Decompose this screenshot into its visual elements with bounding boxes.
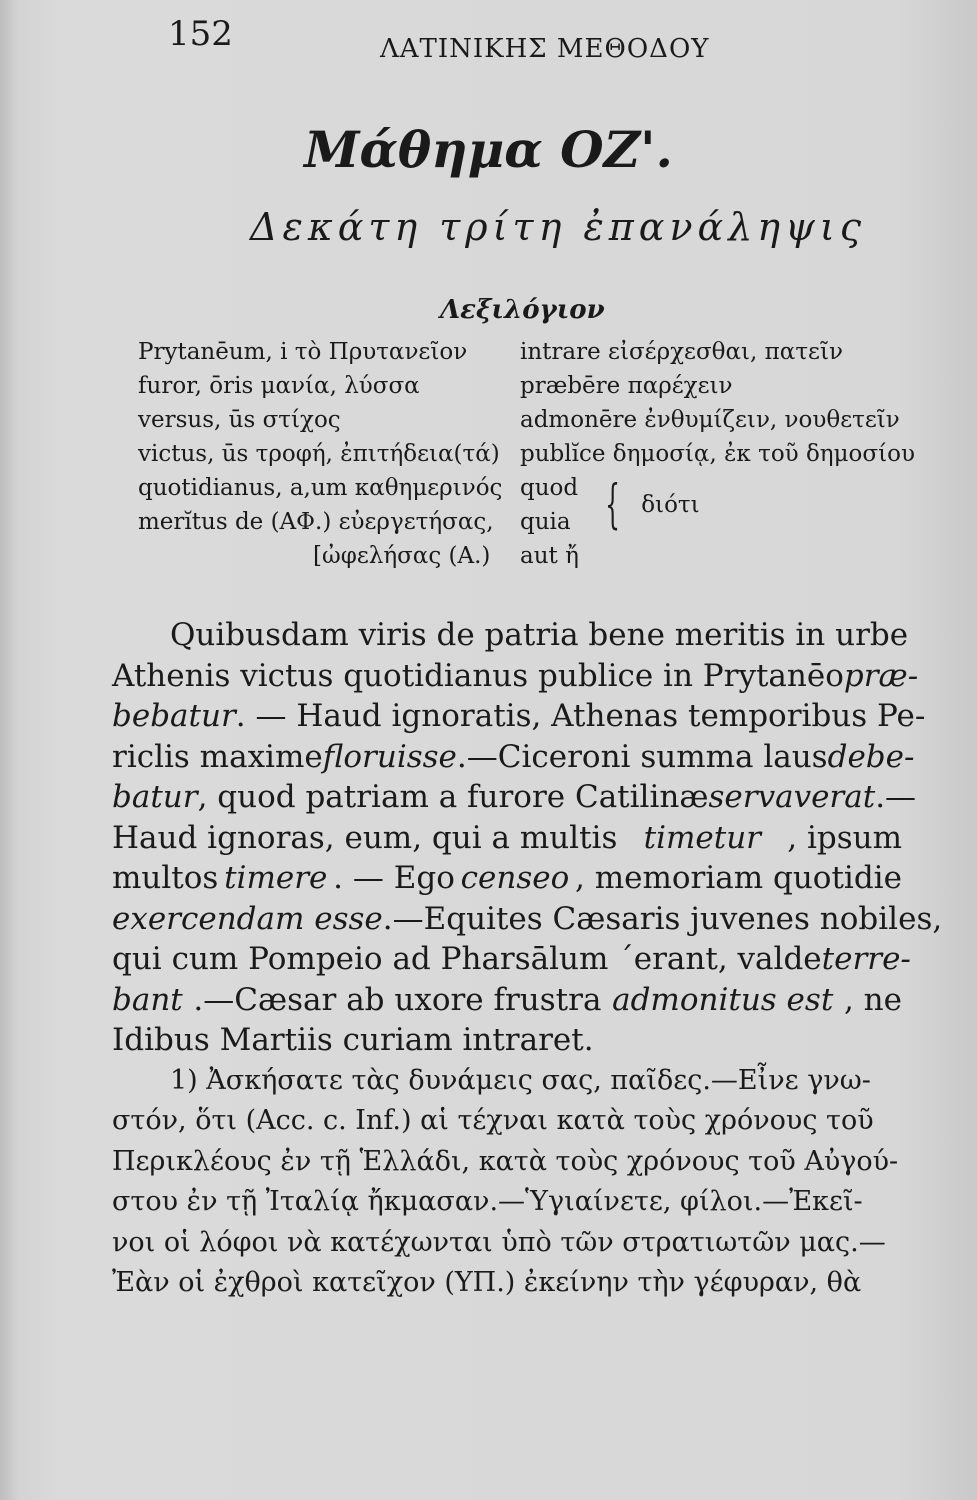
vocabulary-right-column [520,335,920,573]
passage-line: Idibus Martiis curiam intraret. [112,1022,594,1058]
vocab-brace-group [520,471,920,539]
vocabulary-list [0,0,977,620]
vocab-entry: admonēre ἐνθυμίζειν, νουθετεῖν [520,407,900,433]
vocab-entry: quotidianus, a,um καθημερινός [138,475,503,501]
greek-exercise-line: Ἐὰν οἱ ἐχθροὶ κατεῖχον (ΥΠ.) ἐκείνην τὴν γέφυραν, θὰ [112,1267,862,1298]
vocab-entry: Prytanēum, i τὸ Πρυτανεῖον [138,339,468,365]
greek-exercise-line: στου ἐν τῇ Ἰταλίᾳ ἤκμασαν.—Ὑγιαίνετε, φίλοι.—Ἐκεῖ- [112,1186,863,1217]
passage-line: Haud ignoras, eum, qui a multis timetur , ipsum [112,819,902,856]
passage-line: qui cum Pompeio ad Pharsālum ´erant, valde terre- [112,941,911,977]
vocab-entry-continuation: [ὠφελήσας (Α.) [313,543,491,569]
passage-line: Athenis victus quotidianus publice in Prytanēo præ- [112,657,919,694]
vocab-word-quod: quod [520,475,579,501]
greek-exercise-line: νοι οἱ λόφοι νὰ κατέχωνται ὑπὸ τῶν στρατιωτῶν μας.— [112,1226,886,1258]
vocab-entry: præbēre παρέχειν [520,373,733,399]
running-title: ΛΑΤΙΝΙΚΗΣ ΜΕΘΟΔΟΥ [380,34,710,64]
vocab-entry: publĭce δημοσίᾳ, ἐκ τοῦ δημοσίου [520,441,915,467]
brace-glyph: { [605,475,621,535]
vocab-entry: intrare εἰσέρχεσθαι, πατεῖν [520,339,843,365]
vocab-entry: victus, ūs τροφή, ἐπιτήδεια(τά) [138,441,500,467]
passage-line: batur , quod patriam a furore Catilinæ servaverat .— [112,779,917,815]
vocab-entry: furor, ōris μανία, λύσσα [138,373,420,399]
lesson-title: Μάθημα ΟΖ'. [304,120,673,179]
passage-line: exercendam esse .—Equites Cæsaris juvenes nobiles, [112,900,943,937]
greek-exercise-line: στόν, ὅτι (Acc. c. Inf.) αἱ τέχναι κατὰ τοὺς χρόνους τοῦ [112,1105,874,1136]
passage-line: multos timere . — Ego censeo , memoriam quotidie [112,860,902,896]
vocab-entry: aut ἤ [520,543,579,569]
vocabulary-heading: Λεξιλόγιον [440,295,605,325]
passage-line: Quibusdam viris de patria bene meritis in urbe [170,617,909,653]
page-number: 152 [168,14,233,54]
vocab-word-quia: quia [520,509,571,535]
passage-line: bebatur . — Haud ignoratis, Athenas temporibus Pe- [112,698,926,734]
exercise-text [112,615,943,1304]
vocabulary-left-column [138,335,518,573]
passage-line: riclis maxime floruisse .—Ciceroni summa laus debe- [112,738,915,775]
passage-line: bant .—Cæsar ab uxore frustra admonitus est , ne [112,981,902,1018]
lesson-subtitle: Δεκάτη τρίτη ἐπανάληψις [250,205,867,249]
vocab-brace-gloss: διότι [641,492,700,518]
greek-exercise-line: 1) Ἀσκήσατε τὰς δυνάμεις σας, παῖδες.—Εἶνε γνω- [170,1064,871,1096]
vocab-entry: merĭtus de (ΑΦ.) εὐεργετήσας, [138,509,494,535]
vocab-entry: versus, ūs στίχος [138,407,341,433]
greek-exercise-line: Περικλέους ἐν τῇ Ἑλλάδι, κατὰ τοὺς χρόνους τοῦ Αὐγού- [112,1145,899,1177]
